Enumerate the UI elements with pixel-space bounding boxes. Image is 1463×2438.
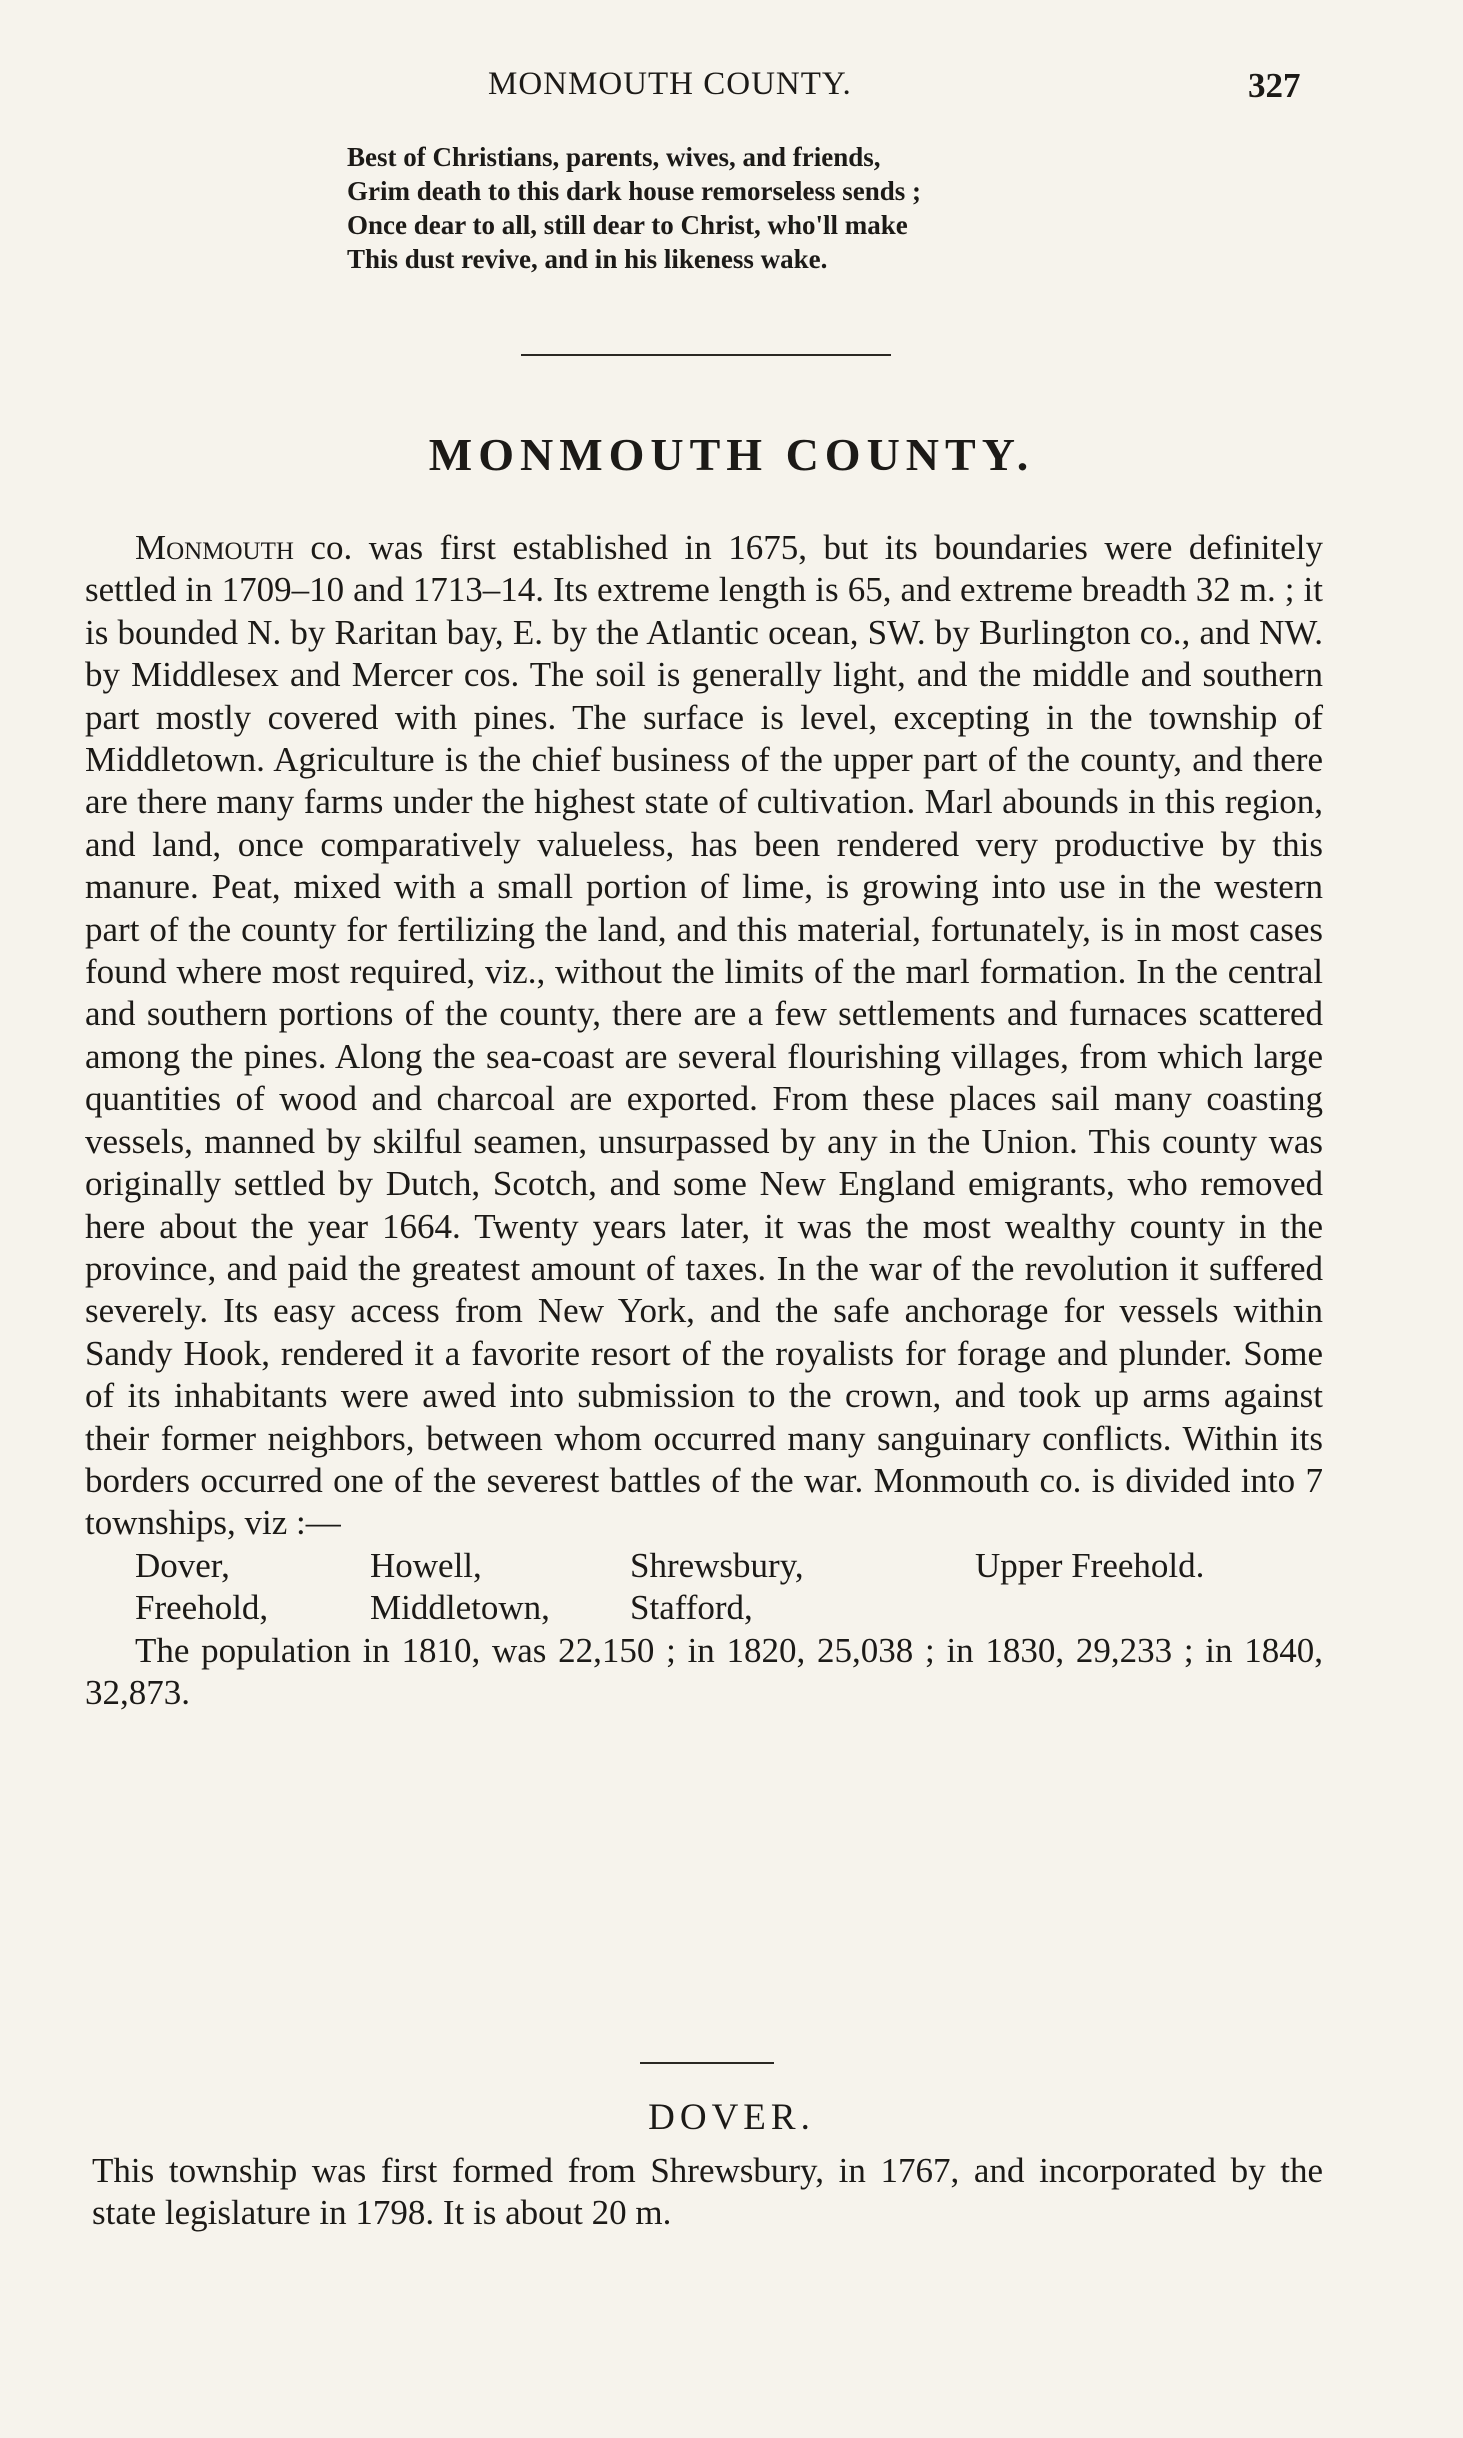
verse-line: Best of Christians, parents, wives, and friends, xyxy=(347,142,881,172)
township-name: Dover, xyxy=(135,1545,230,1585)
paragraph-text: co. was first established in 1675, but its boundaries were definitely settled in 1709–10 and 1713–14. Its extreme length is 65, and extreme breadth 32 m. ; it is bounded N. by Raritan bay, E. by the Atlantic ocean, SW. by Burlington co., and NW. by Middlesex and Mercer cos. The soil is generally light, and the middle and southern part mostly covered with pines. The surface is level, excepting in the township of Middletown. Agriculture is the chief business of the upper part of the county, and there are there many farms under the highest state of cultivation. Marl abounds in this region, and land, once comparatively valueless, has been rendered very productive by this manure. Peat, mixed with a small portion of lime, is growing into use in the western part of the county for fertilizing the land, and this material, fortunately, is in most cases found where most required, viz., without the limits of the marl formation. In the central and southern portions of the county, there are a few settlements and furnaces scattered among the pines. Along the sea-coast are several flourishing villages, from which large quantities of wood and charcoal are exported. From these places sail many coasting vessels, manned by skilful seamen, unsurpassed by any in the Union. This county was originally settled by Dutch, Scotch, and some New England emigrants, who removed here about the year 1664. Twenty years later, it was the most wealthy county in the province, and paid the greatest amount of taxes. In the war of the revolution it suffered severely. Its easy access from New York, and the safe anchorage for vessels within Sandy Hook, rendered it a favorite resort of the royalists for forage and plunder. Some of its inhabitants were awed into submission to the crown, and took up arms against their former neighbors, between whom occurred many sanguinary conflicts. Within its borders occurred one of the severest battles of the war. Monmouth co. is divided into 7 townships, viz :— xyxy=(85,528,1323,1543)
township-name: Stafford, xyxy=(630,1588,753,1628)
township-row xyxy=(135,1545,1323,1587)
lead-word: Monmouth xyxy=(135,528,294,567)
county-description xyxy=(85,527,1323,1714)
township-name: Upper Freehold. xyxy=(975,1545,1205,1585)
section-divider xyxy=(521,354,891,356)
dover-paragraph: This township was first formed from Shrewsbury, in 1767, and incorporated by the state legislature in 1798. It is about 20 m. xyxy=(92,2151,1323,2233)
page-number: 327 xyxy=(1248,66,1301,105)
epitaph-verse xyxy=(347,140,1107,276)
township-name: Shrewsbury, xyxy=(630,1545,804,1585)
township-row xyxy=(135,1587,1323,1629)
township-list xyxy=(135,1545,1323,1630)
township-name: Middletown, xyxy=(370,1588,550,1628)
section-heading-dover: DOVER. xyxy=(648,2097,815,2138)
verse-line: Once dear to all, still dear to Christ, who'll make xyxy=(347,210,908,240)
township-name: Howell, xyxy=(370,1545,482,1585)
verse-line: Grim death to this dark house remorseless sends ; xyxy=(347,176,922,206)
chapter-title: MONMOUTH COUNTY. xyxy=(428,429,1035,480)
population-paragraph: The population in 1810, was 22,150 ; in 1820, 25,038 ; in 1830, 29,233 ; in 1840, 32,873. xyxy=(85,1630,1323,1712)
running-title: MONMOUTH COUNTY. xyxy=(488,66,852,102)
running-header xyxy=(0,66,1463,106)
intro-paragraph xyxy=(85,527,1323,1545)
section-divider xyxy=(640,2062,774,2064)
verse-line: This dust revive, and in his likeness wake. xyxy=(347,244,828,274)
township-name: Freehold, xyxy=(135,1588,269,1628)
